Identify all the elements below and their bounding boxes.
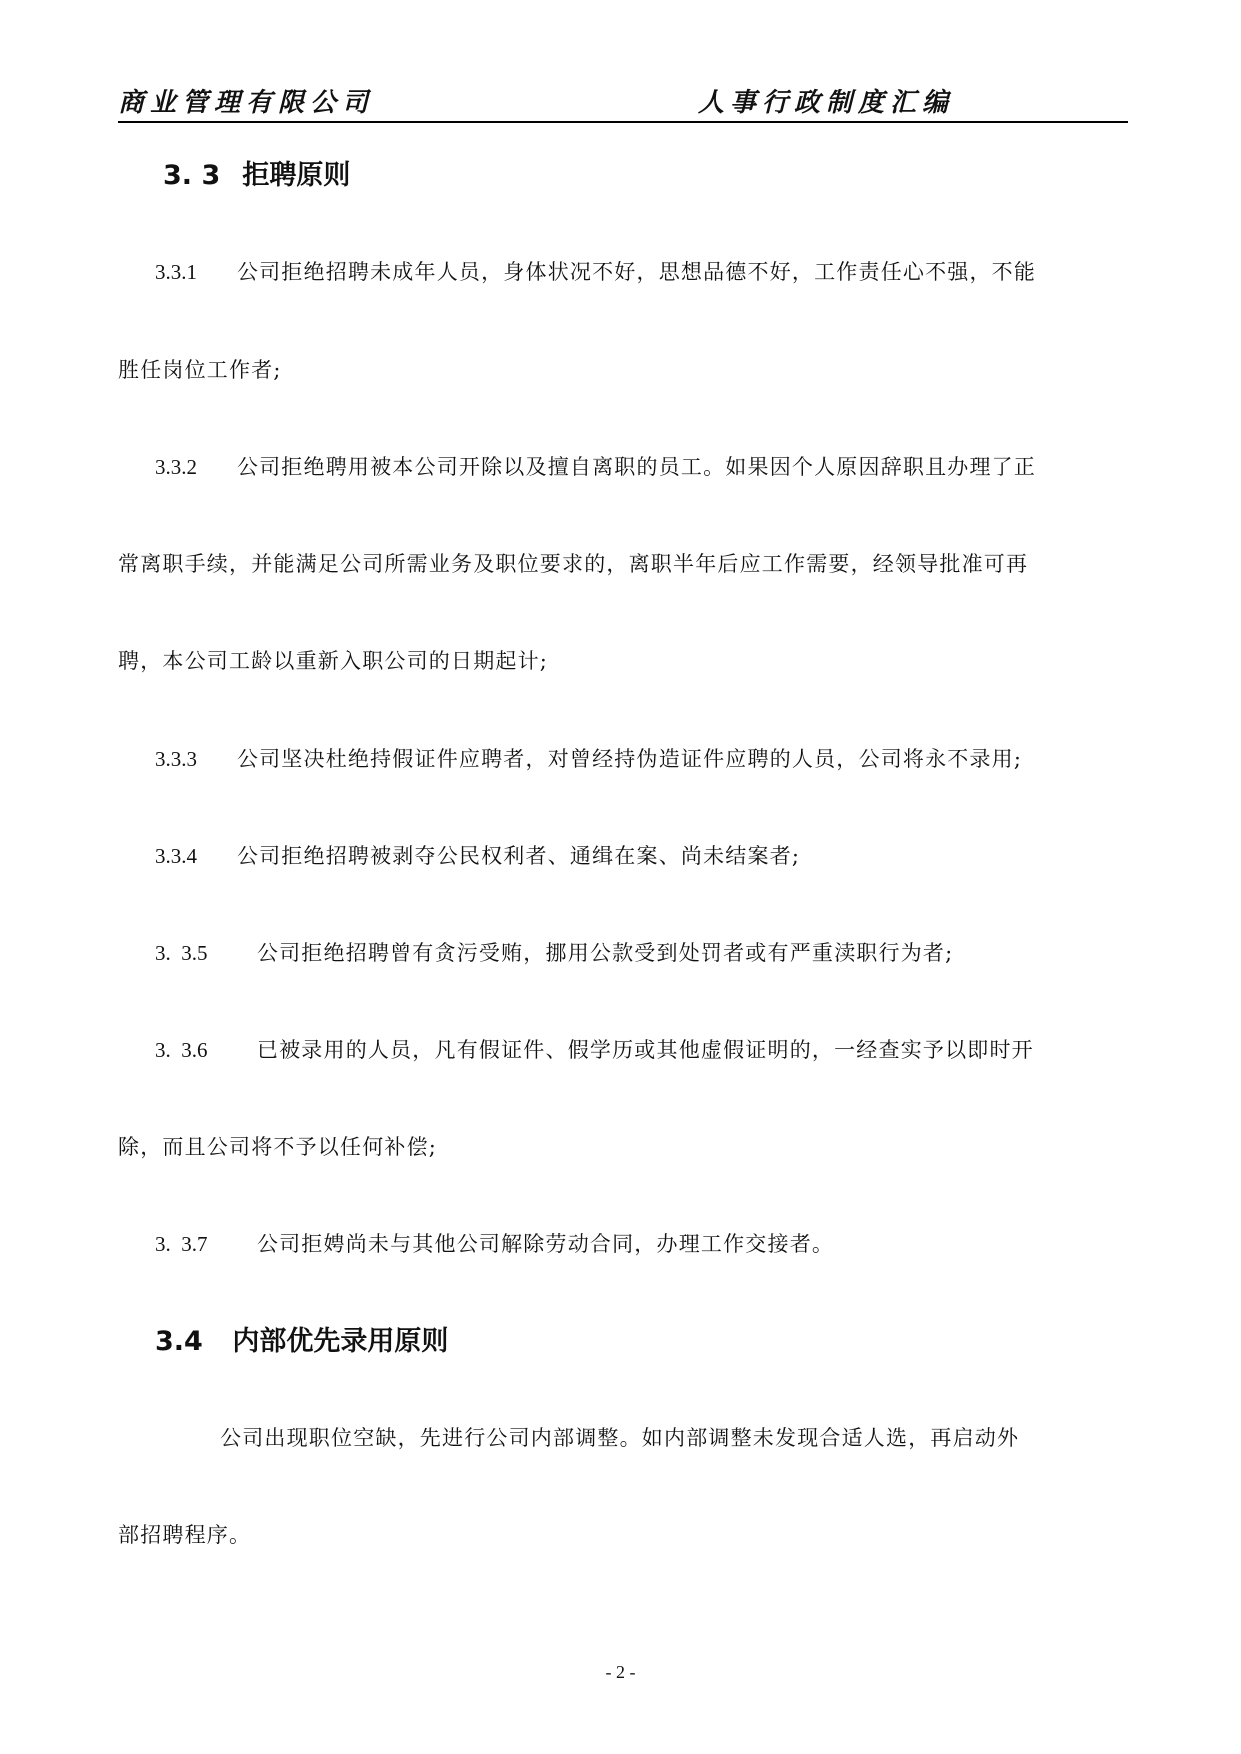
clause-text: 公司拒娉尚未与其他公司解除劳动合同，办理工作交接者。 xyxy=(256,1232,835,1256)
clause-number: 3. 3.5 xyxy=(155,941,208,965)
section-3-4-paragraph-continued: 部招聘程序。 xyxy=(118,1523,252,1547)
section-number: 3.4 xyxy=(155,1326,203,1357)
clause-number: 3. 3.7 xyxy=(155,1232,208,1256)
section-heading-3-4 xyxy=(155,1319,448,1358)
section-3-4-paragraph: 公司出现职位空缺，先进行公司内部调整。如内部调整未发现合适人选，再启动外 xyxy=(220,1426,1020,1450)
clause-3-3-3 xyxy=(155,743,1022,773)
clause-text: 公司坚决杜绝持假证件应聘者，对曾经持伪造证件应聘的人员，公司将永不录用; xyxy=(236,747,1023,771)
clause-3-3-4 xyxy=(155,840,800,870)
clause-3-3-1 xyxy=(155,256,1036,286)
clause-text: 已被录用的人员，凡有假证件、假学历或其他虚假证明的，一经查实予以即时开 xyxy=(256,1038,1034,1062)
clause-3-3-2-continued: 常离职手续，并能满足公司所需业务及职位要求的，离职半年后应工作需要，经领导批准可再 xyxy=(118,552,1029,576)
section-title: 拒聘原则 xyxy=(242,160,351,191)
page-header xyxy=(118,82,1128,120)
clause-number: 3.3.1 xyxy=(155,260,197,284)
clause-3-3-6-continued: 除，而且公司将不予以任何补偿; xyxy=(118,1135,438,1159)
section-heading-3-3 xyxy=(163,153,350,192)
header-divider xyxy=(118,121,1128,123)
clause-number: 3.3.4 xyxy=(155,844,197,868)
section-number: 3. 3 xyxy=(163,160,221,191)
clause-3-3-2 xyxy=(155,451,1036,481)
header-company: 商业管理有限公司 xyxy=(118,88,375,118)
clause-3-3-1-continued: 胜任岗位工作者; xyxy=(118,358,282,382)
clause-text: 公司拒绝招聘被剥夺公民权利者、通缉在案、尚未结案者; xyxy=(236,844,801,868)
clause-text: 公司拒绝招聘未成年人员，身体状况不好，思想品德不好，工作责任心不强，不能 xyxy=(236,260,1037,284)
clause-text: 公司拒绝招聘曾有贪污受贿，挪用公款受到处罚者或有严重渎职行为者; xyxy=(256,941,954,965)
clause-number: 3.3.2 xyxy=(155,455,197,479)
header-doc-title: 人事行政制度汇编 xyxy=(698,88,955,118)
clause-text: 公司拒绝聘用被本公司开除以及擅自离职的员工。如果因个人原因辞职且办理了正 xyxy=(236,455,1037,479)
clause-number: 3.3.3 xyxy=(155,747,197,771)
clause-number: 3. 3.6 xyxy=(155,1038,208,1062)
clause-3-3-5 xyxy=(155,937,953,967)
section-title: 内部优先录用原则 xyxy=(232,1326,449,1357)
clause-3-3-6 xyxy=(155,1034,1034,1064)
clause-3-3-2-continued-2: 聘，本公司工龄以重新入职公司的日期起计; xyxy=(118,649,549,673)
page-number: - 2 - xyxy=(605,1662,636,1682)
clause-3-3-7 xyxy=(155,1228,834,1258)
